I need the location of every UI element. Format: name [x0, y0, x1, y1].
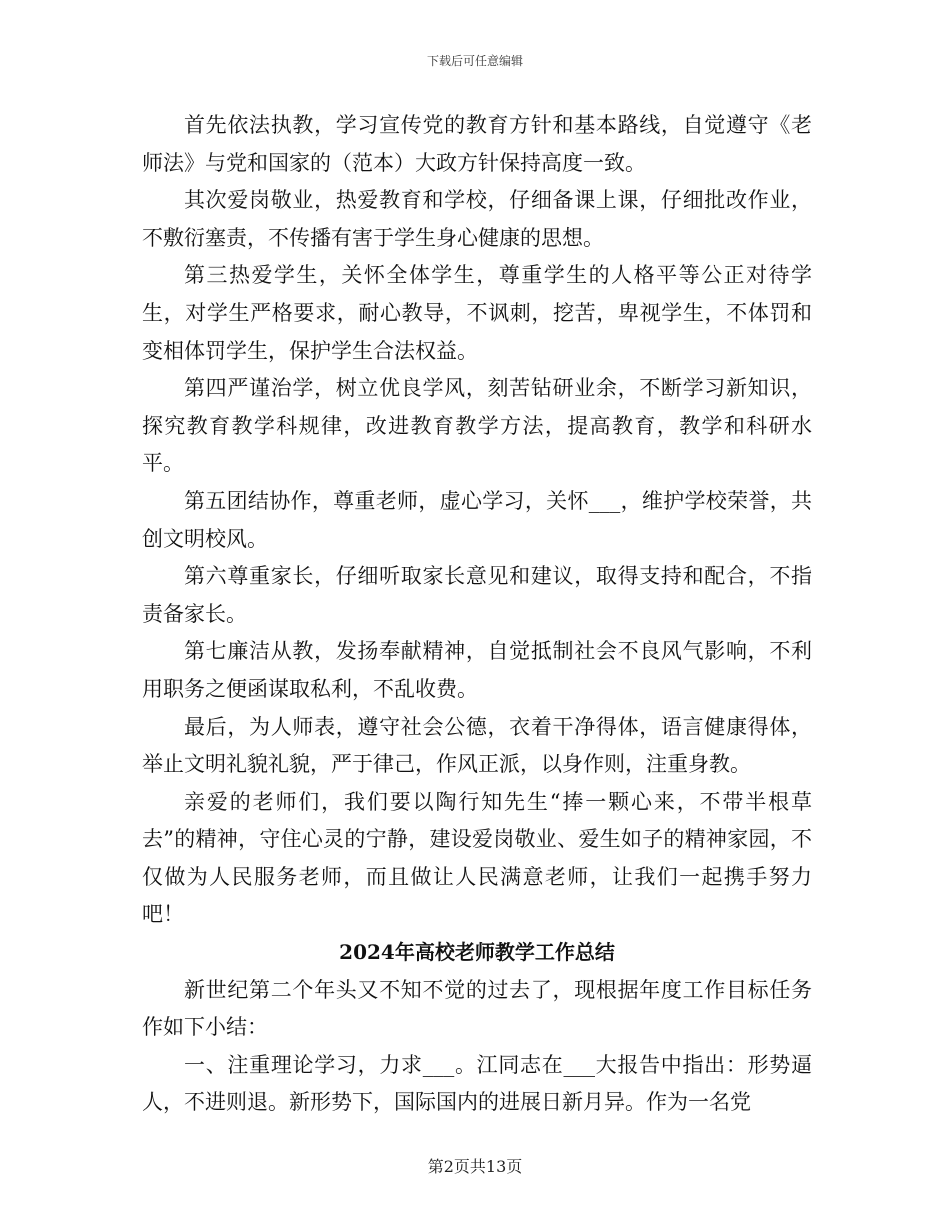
page-number: 第2页共13页: [427, 1157, 523, 1176]
paragraph-role-model: 最后，为人师表，遵守社会公德，衣着干净得体，语言健康得体，举止文明礼貌礼貌，严于律己，作风正派，以身作则，注重身教。: [142, 714, 812, 777]
paragraph-respect-parents: 第六尊重家长，仔细听取家长意见和建议，取得支持和配合，不指责备家长。: [142, 564, 812, 626]
paragraph-love-students: 第三热爱学生，关怀全体学生，尊重学生的人格平等公正对待学生，对学生严格要求，耐心教导，不讽刺，挖苦，卑视学生，不体罚和变相体罚学生，保护学生合法权益。: [142, 263, 812, 363]
paragraph-lawful-teaching: 首先依法执教，学习宣传党的教育方针和基本路线，自觉遵守《老师法》与党和国家的（范本）大政方针保持高度一致。: [142, 113, 812, 175]
paragraph-closing-appeal: 亲爱的老师们，我们要以陶行知先生“捧一颗心来，不带半根草去”的精神，守住心灵的宁静，建设爱岗敬业、爱生如子的精神家园，不仅做为人民服务老师，而且做让人民满意老师，让我们一起携手努力吧！: [142, 789, 812, 927]
paragraph-dedication: 其次爱岗敬业，热爱教育和学校，仔细备课上课，仔细批改作业，不敷衍塞责，不传播有害于学生身心健康的思想。: [142, 188, 812, 250]
paragraph-teamwork: 第五团结协作，尊重老师，虚心学习，关怀___，维护学校荣誉，共创文明校风。: [142, 488, 812, 551]
paragraph-rigorous-scholarship: 第四严谨治学，树立优良学风，刻苦钻研业余，不断学习新知识，探究教育教学科规律，改进教育教学方法，提高教育，教学和科研水平。: [142, 376, 812, 476]
document-body: [142, 107, 812, 1122]
paragraph-summary-intro: 新世纪第二个年头又不知不觉的过去了，现根据年度工作目标任务作如下小结：: [142, 977, 812, 1040]
paragraph-theory-study: 一、注重理论学习，力求___。江同志在___大报告中指出：形势逼人，不进则退。新形势下，国际国内的进展日新月异。作为一名党: [142, 1052, 812, 1115]
paragraph-integrity: 第七廉洁从教，发扬奉献精神，自觉抵制社会不良风气影响，不利用职务之便函谋取私利，不乱收费。: [142, 639, 812, 701]
section-title: 2024年高校老师教学工作总结: [339, 940, 615, 965]
page-header-note: 下载后可任意编辑: [426, 54, 523, 68]
